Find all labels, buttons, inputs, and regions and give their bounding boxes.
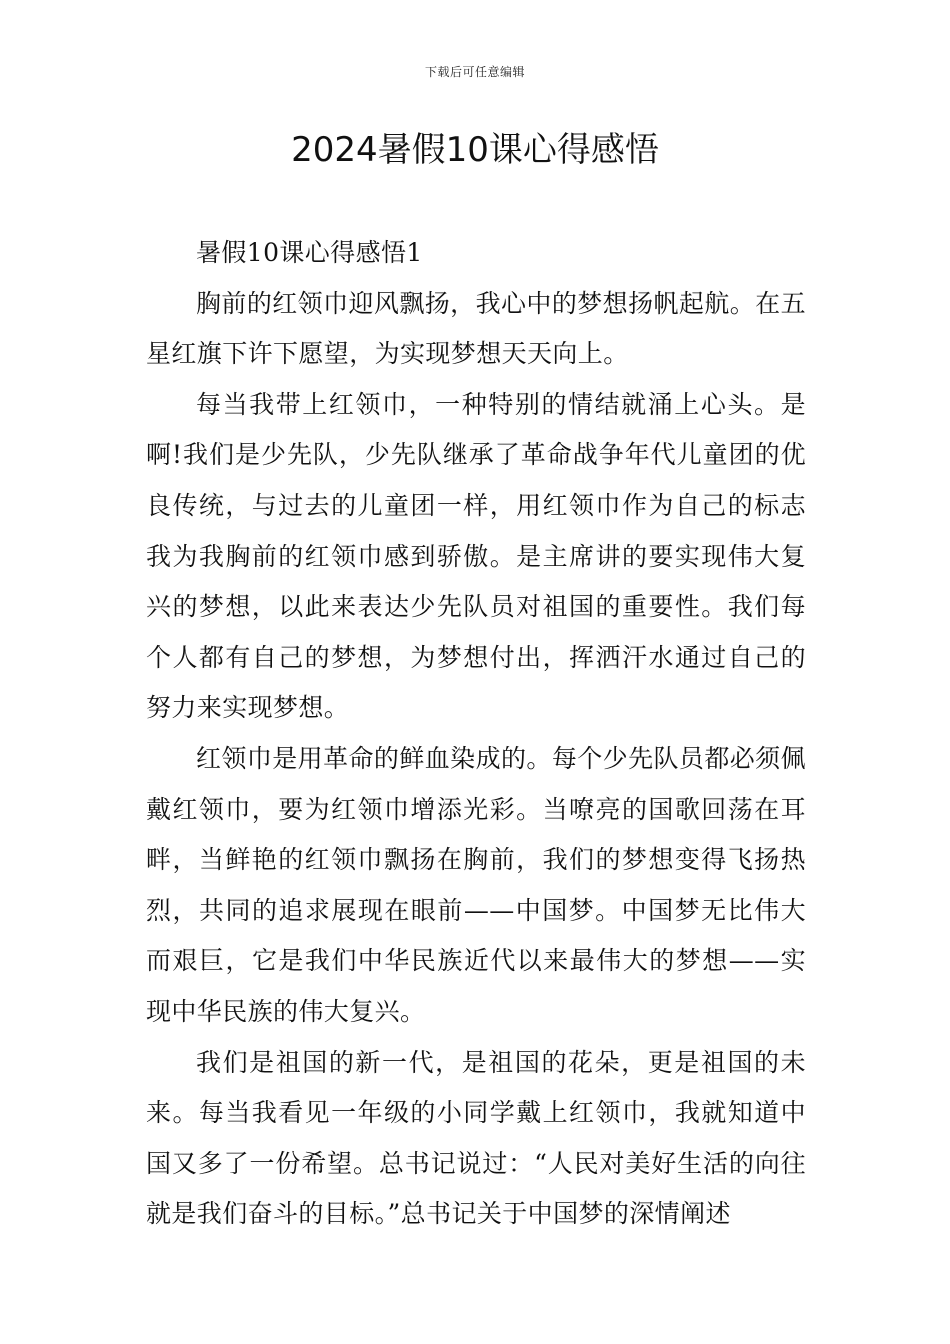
paragraph-4: 我们是祖国的新一代，是祖国的花朵，更是祖国的未来。每当我看见一年级的小同学戴上红领巾，我就知道中国又多了一份希望。总书记说过：“人民对美好生活的向往就是我们奋斗的目标。”总书记关于中国梦的深情阐述 (146, 1047, 806, 1229)
paragraph-3: 红领巾是用革命的鲜血染成的。每个少先队员都必须佩戴红领巾，要为红领巾增添光彩。当嘹亮的国歌回荡在耳畔，当鲜艳的红领巾飘扬在胸前，我们的梦想变得飞扬热烈，共同的追求展现在眼前——中国梦。中国梦无比伟大而艰巨，它是我们中华民族近代以来最伟大的梦想——实现中华民族的伟大复兴。 (146, 743, 806, 1026)
paragraph-1: 胸前的红领巾迎风飘扬，我心中的梦想扬帆起航。在五星红旗下许下愿望，为实现梦想天天向上。 (146, 288, 806, 369)
document-body (146, 228, 806, 1240)
document-title: 2024暑假10课心得感悟 (291, 130, 659, 170)
paragraph-2: 每当我带上红领巾，一种特别的情结就涌上心头。是啊!我们是少先队，少先队继承了革命战争年代儿童团的优良传统，与过去的儿童团一样，用红领巾作为自己的标志我为我胸前的红领巾感到骄傲。是主席讲的要实现伟大复兴的梦想，以此来表达少先队员对祖国的重要性。我们每个人都有自己的梦想，为梦想付出，挥洒汗水通过自己的努力来实现梦想。 (146, 389, 806, 723)
section-heading: 暑假10课心得感悟1 (196, 238, 423, 267)
header-note: 下载后可任意编辑 (424, 65, 525, 79)
